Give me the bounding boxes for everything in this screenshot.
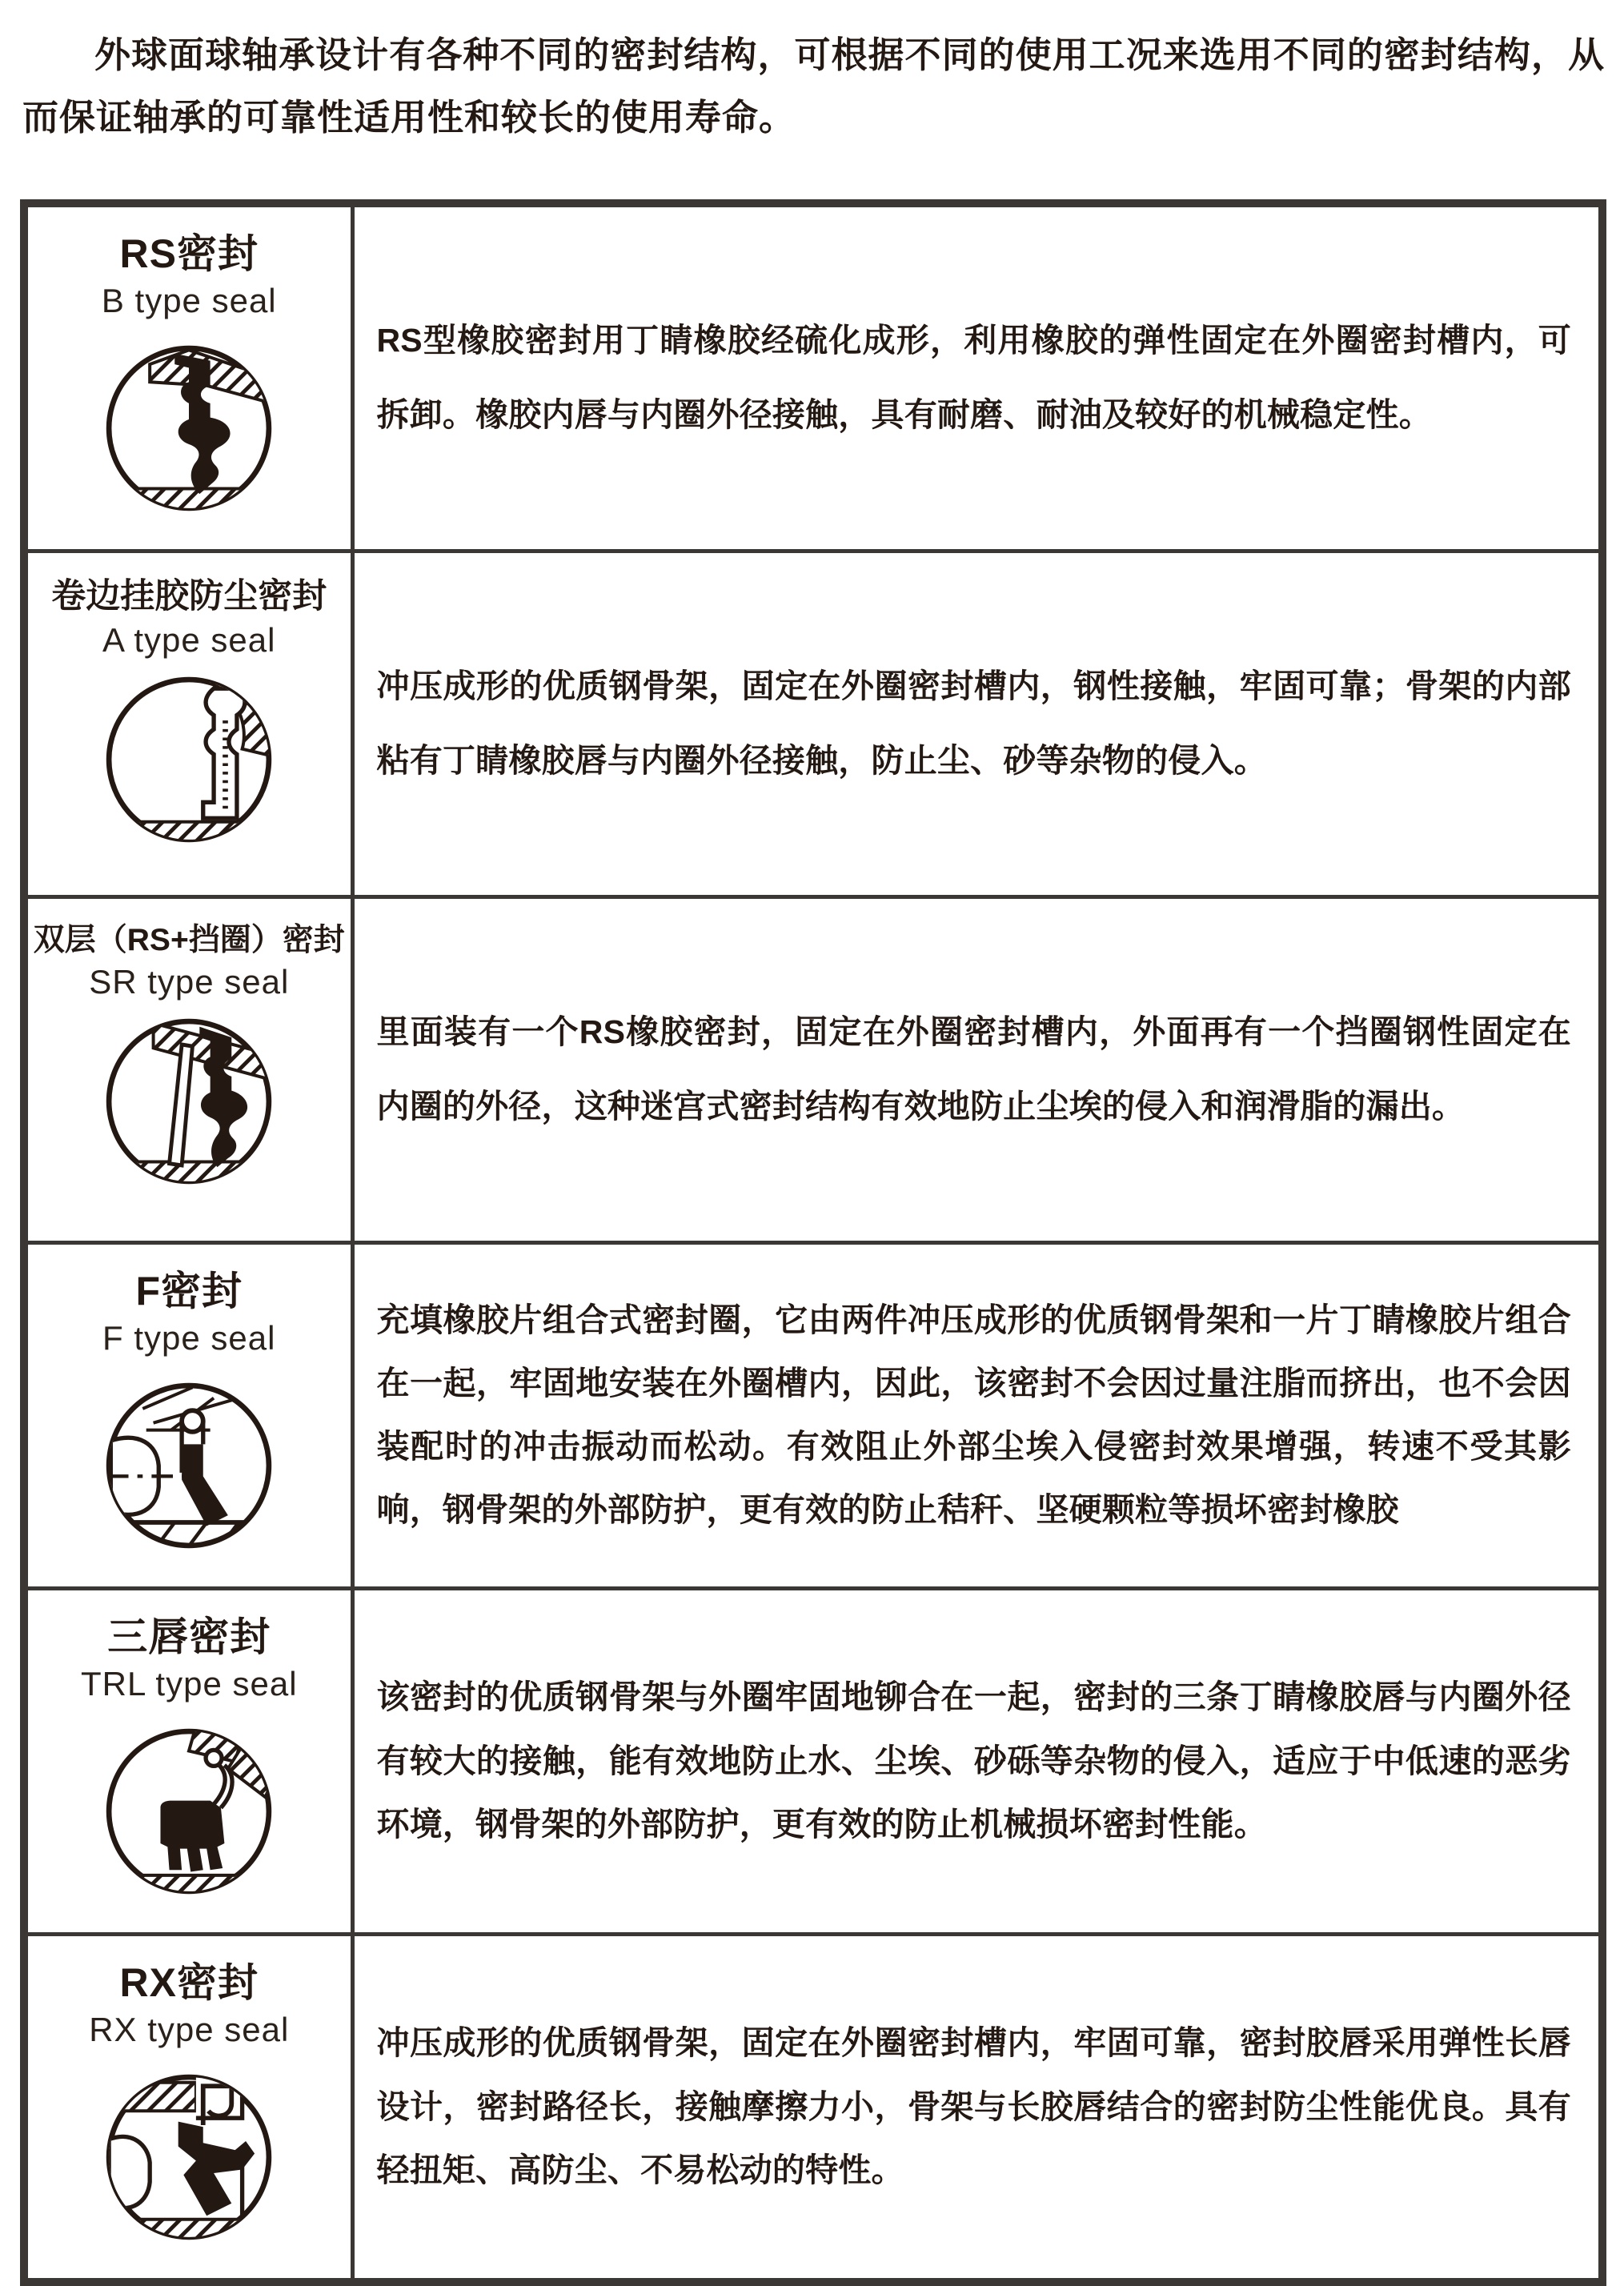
f-seal-cross-section-icon — [100, 1377, 278, 1554]
seal-name-zh: 卷边挂胶防尘密封 — [51, 576, 327, 616]
rs-seal-cross-section-icon — [100, 339, 278, 517]
seal-name-en: SR type seal — [89, 963, 290, 1001]
intro-paragraph: 外球面球轴承设计有各种不同的密封结构，可根据不同的使用工况来选用不同的密封结构，从而保证轴承的可靠性适用性和较长的使用寿命。 — [22, 34, 1605, 138]
seal-name-en: B type seal — [101, 282, 277, 320]
seal-name-zh: F密封 — [135, 1268, 243, 1313]
seal-type-cell — [24, 1242, 352, 1588]
seal-type-cell — [24, 1934, 352, 2282]
seal-name-zh: 双层（RS+挡圈）密封 — [33, 922, 345, 957]
seal-name-en: RX type seal — [89, 2011, 290, 2049]
catalog-page — [0, 24, 1624, 2188]
a-seal-cross-section-icon — [100, 671, 278, 848]
rx-seal-cross-section-icon — [100, 2068, 278, 2246]
seal-name-en: A type seal — [102, 621, 276, 660]
table-row — [24, 551, 1602, 896]
seal-type-cell — [24, 551, 352, 896]
seal-types-table — [20, 199, 1606, 2286]
seal-description: 里面装有一个RS橡胶密封，固定在外圈密封槽内，外面再有一个挡圈钢性固定在内圈的外径，这种迷宫式密封结构有效地防止尘埃的侵入和润滑脂的漏出。 — [352, 896, 1602, 1242]
seal-type-cell — [24, 896, 352, 1242]
table-row — [24, 1934, 1602, 2282]
seal-description: 冲压成形的优质钢骨架，固定在外圈密封槽内，牢固可靠，密封胶唇采用弹性长唇设计，密封路径长，接触摩擦力小，骨架与长胶唇结合的密封防尘性能优良。具有轻扭矩、高防尘、不易松动的特性。 — [352, 1934, 1602, 2282]
seal-type-cell — [24, 203, 352, 551]
seal-type-cell — [24, 1588, 352, 1934]
table-row — [24, 1242, 1602, 1588]
table-row — [24, 1588, 1602, 1934]
sr-seal-cross-section-icon — [100, 1013, 278, 1190]
seal-description: RS型橡胶密封用丁睛橡胶经硫化成形，利用橡胶的弹性固定在外圈密封槽内，可拆卸。橡胶内唇与内圈外径接触，具有耐磨、耐油及较好的机械稳定性。 — [352, 203, 1602, 551]
trl-seal-cross-section-icon — [100, 1723, 278, 1900]
seal-name-zh: 三唇密封 — [107, 1614, 271, 1659]
table-row — [24, 896, 1602, 1242]
seal-name-zh: RS密封 — [119, 231, 259, 276]
seal-name-en: TRL type seal — [80, 1665, 298, 1703]
seal-description: 充填橡胶片组合式密封圈，它由两件冲压成形的优质钢骨架和一片丁睛橡胶片组合在一起，牢固地安装在外圈槽内，因此，该密封不会因过量注脂而挤出，也不会因装配时的冲击振动而松动。有效阻止外部尘埃入侵密封效果增强，转速不受其影响，钢骨架的外部防护，更有效的防止秸秆、坚硬颗粒等损坏密封橡胶 — [352, 1242, 1602, 1588]
table-row — [24, 203, 1602, 551]
seal-description: 冲压成形的优质钢骨架，固定在外圈密封槽内，钢性接触，牢固可靠；骨架的内部粘有丁睛橡胶唇与内圈外径接触，防止尘、砂等杂物的侵入。 — [352, 551, 1602, 896]
seal-name-en: F type seal — [102, 1319, 276, 1358]
seal-description: 该密封的优质钢骨架与外圈牢固地铆合在一起，密封的三条丁睛橡胶唇与内圈外径有较大的接触，能有效地防止水、尘埃、砂砾等杂物的侵入，适应于中低速的恶劣环境，钢骨架的外部防护，更有效的防止机械损坏密封性能。 — [352, 1588, 1602, 1934]
seal-name-zh: RX密封 — [119, 1959, 259, 2005]
